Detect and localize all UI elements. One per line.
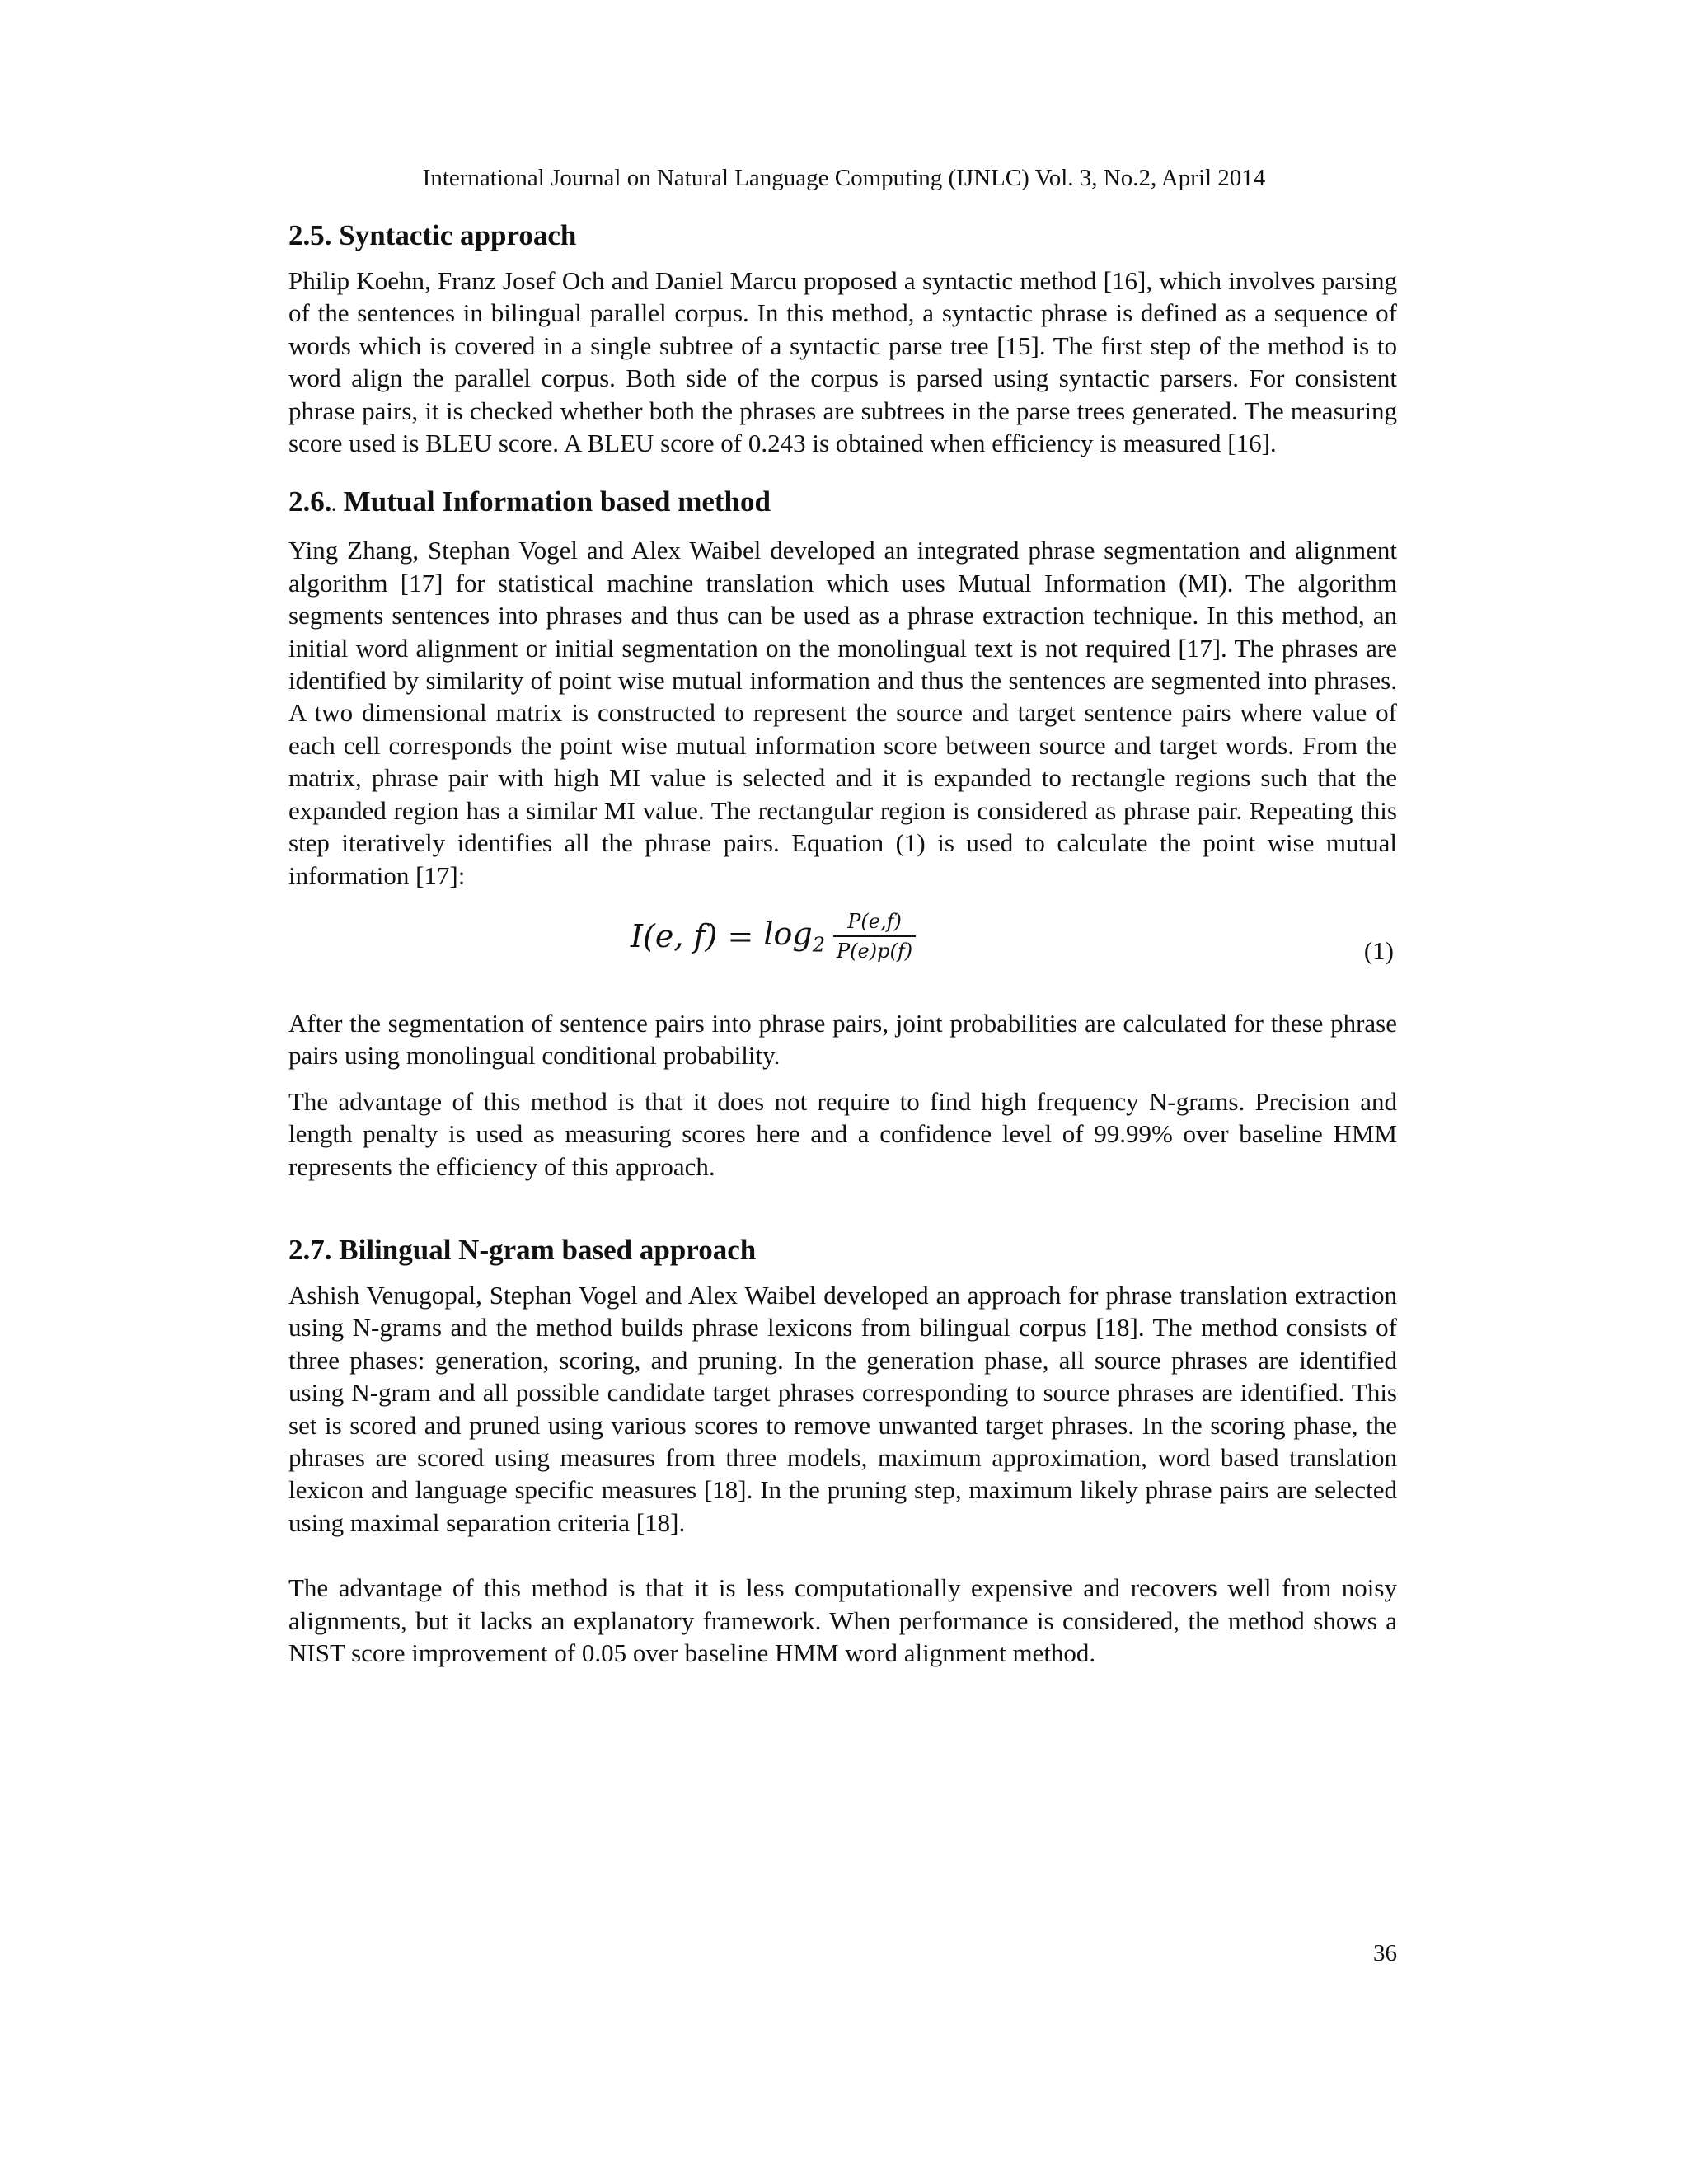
- equation-1: [288, 907, 1397, 989]
- running-header: International Journal on Natural Language Computing (IJNLC) Vol. 3, No.2, April 2014: [422, 165, 1266, 191]
- fraction-denominator: P(e)p(f): [837, 939, 913, 963]
- paragraph-segmentation: After the segmentation of sentence pairs into phrase pairs, joint probabilities are calculated for these phrase pairs using monolingual conditional probability.: [288, 1008, 1397, 1071]
- section-heading-2-6: [288, 482, 1397, 525]
- pmi-formula: [631, 910, 916, 963]
- paragraph-mutual-information: Ying Zhang, Stephan Vogel and Alex Waibel developed an integrated phrase segmentation and alignment algorithm [17] for statistical machine translation which uses Mutual Information (MI). The algorithm segments sentences into phrases and thus can be used as a phrase extraction technique. In this method, an initial word alignment or initial segmentation on the monolingual text is not required [17]. The phrases are identified by similarity of point wise mutual information and thus the sentences are segmented into phrases. A two dimensional matrix is constructed to represent the source and target sentence pairs where value of each cell corresponds the point wise mutual information score between source and target words. From the matrix, phrase pair with high MI value is selected and it is expanded to rectangle regions such that the expanded region has a similar MI value. The rectangular region is considered as phrase pair. Repeating this step iteratively identifies all the phrase pairs. Equation (1) is used to calculate the point wise mutual information [17]:: [288, 536, 1397, 890]
- page-number: 36: [1373, 1940, 1397, 1966]
- section-number: 2.6.: [288, 485, 332, 518]
- article-body: [288, 216, 1397, 1669]
- section-title-text: Mutual Information based method: [336, 485, 771, 518]
- paragraph-syntactic-approach: Philip Koehn, Franz Josef Och and Daniel Marcu proposed a syntactic method [16], which involves parsing of the sentences in bilingual parallel corpus. In this method, a syntactic phrase is defined as a sequence of words which is covered in a single subtree of a syntactic parse tree [15]. The first step of the method is to word align the parallel corpus. Both side of the corpus is parsed using syntactic parsers. For consistent phrase pairs, it is checked whether both the phrases are subtrees in the parse trees generated. The measuring score used is BLEU score. A BLEU score of 0.243 is obtained when efficiency is measured [16].: [288, 266, 1397, 458]
- paragraph-ngram-advantage: The advantage of this method is that it is less computationally expensive and recovers well from noisy alignments, but it lacks an explanatory framework. When performance is considered, the method shows a NIST score improvement of 0.05 over baseline HMM word alignment method.: [288, 1573, 1397, 1667]
- stray-dot: .: [331, 494, 336, 516]
- paragraph-mi-advantage: The advantage of this method is that it does not require to find high frequency N-grams. Precision and length penalty is used as measuring scores here and a confidence level of 99.99% over baseline HMM represents the efficiency of this approach.: [288, 1086, 1397, 1181]
- equation-log: [763, 916, 825, 957]
- log-base: 2: [812, 933, 826, 957]
- log-word: log: [763, 916, 813, 953]
- section-heading-2-5: 2.5. Syntactic approach: [288, 219, 577, 251]
- equation-fraction: [833, 910, 916, 963]
- equation-number: (1): [1363, 935, 1394, 965]
- fraction-numerator: P(e,f): [847, 909, 902, 933]
- equation-lhs: I(e, f) =: [631, 917, 764, 954]
- section-heading-2-7: 2.7. Bilingual N-gram based approach: [288, 1233, 757, 1266]
- paragraph-bilingual-ngram: Ashish Venugopal, Stephan Vogel and Alex Waibel developed an approach for phrase translation extraction using N-grams and the method builds phrase lexicons from bilingual corpus [18]. The method consists of three phases: generation, scoring, and pruning. In the generation phase, all source phrases are identified using N-gram and all possible candidate target phrases corresponding to source phrases are identified. This set is scored and pruned using various scores to remove unwanted target phrases. In the scoring phase, the phrases are scored using measures from three models, maximum approximation, word based translation lexicon and language specific measures [18]. In the pruning step, maximum likely phrase pairs are selected using maximal separation criteria [18].: [288, 1280, 1397, 1537]
